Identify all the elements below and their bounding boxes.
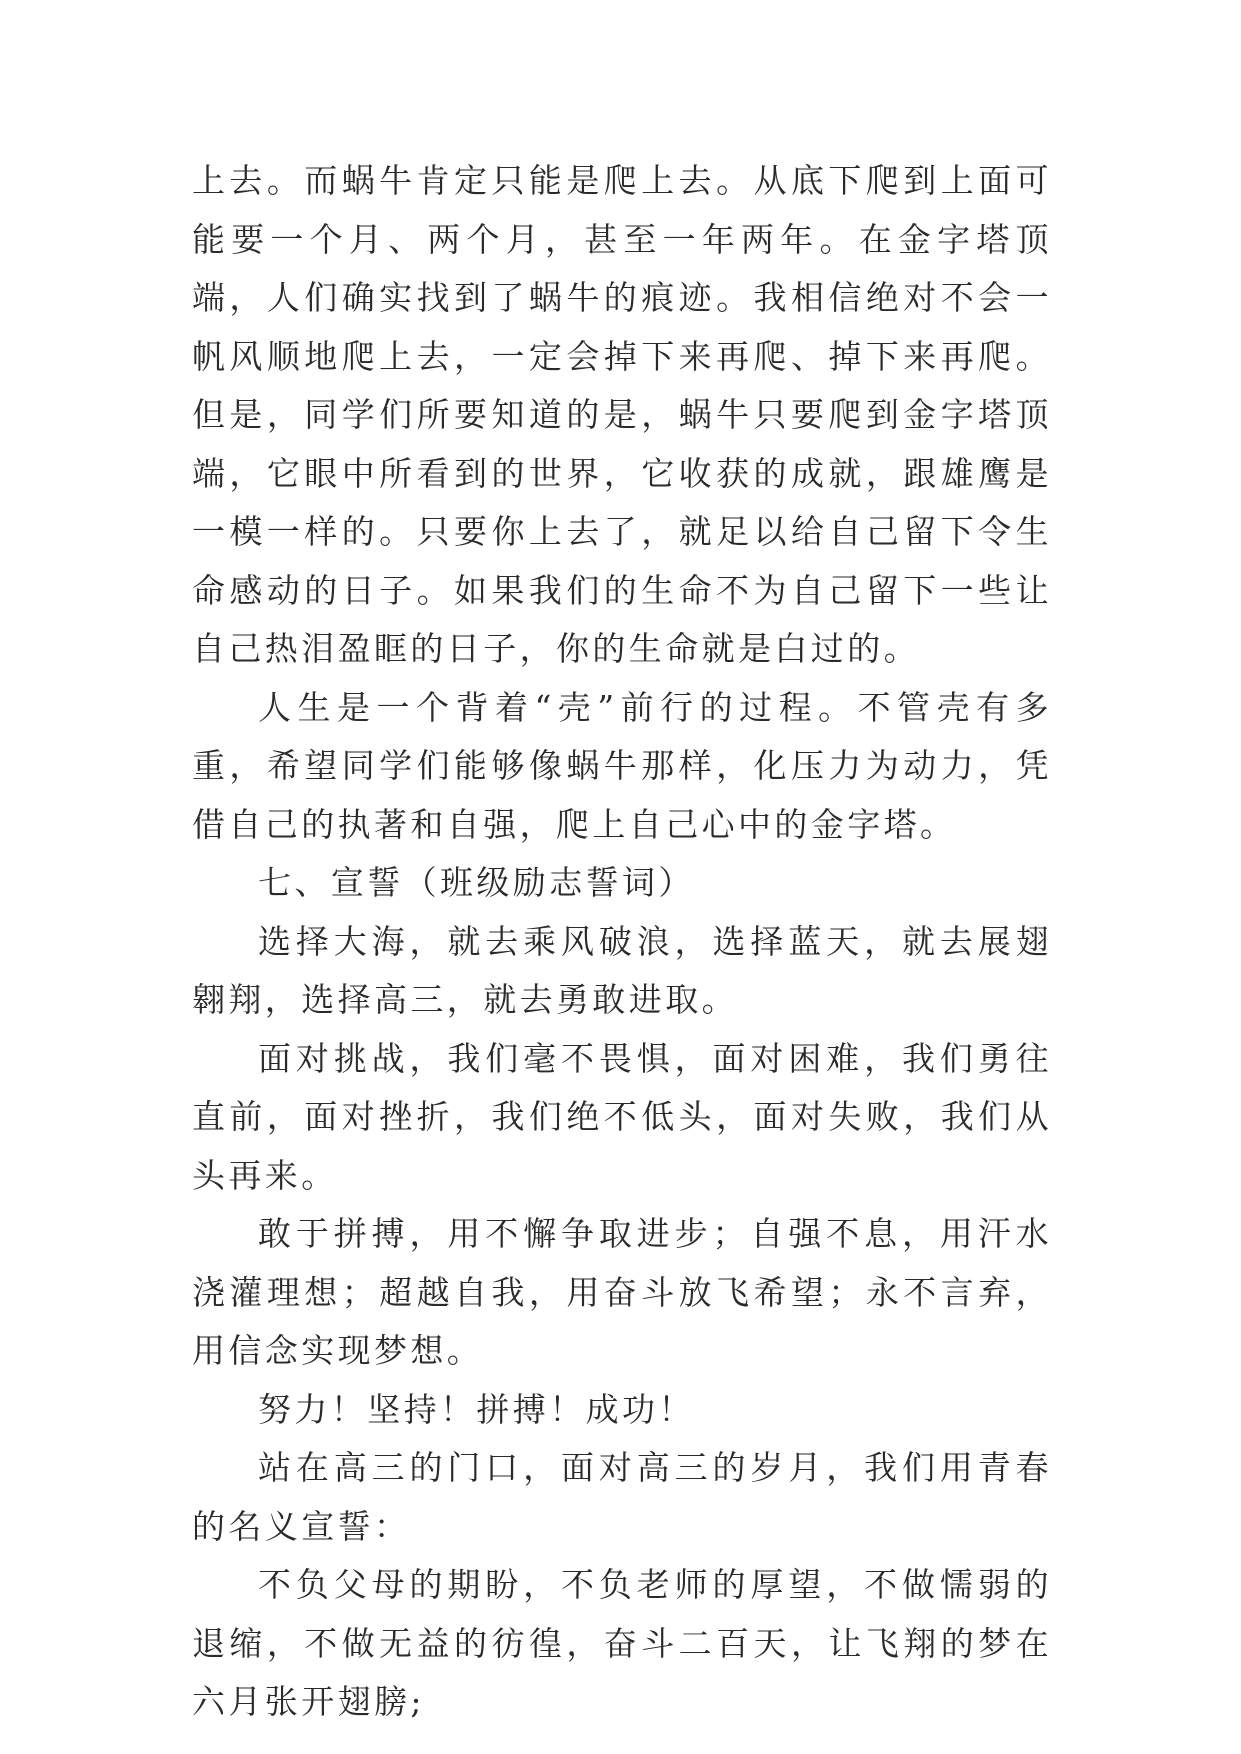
paragraph-oath-face: 面对挑战，我们毫不畏惧，面对困难，我们勇往直前，面对挫折，我们绝不低头，面对失败，我们从头再来。 (192, 1038, 1052, 1195)
paragraph-oath-pledge: 不负父母的期盼，不负老师的厚望，不做懦弱的退缩，不做无益的彷徨，奋斗二百天，让飞翔的梦在六月张开翅膀; (192, 1565, 1052, 1721)
paragraph-oath-intro: 站在高三的门口，面对高三的岁月，我们用青春的名义宣誓： (192, 1448, 1052, 1546)
paragraph-snail-climb: 上去。而蜗牛肯定只能是爬上去。从底下爬到上面可能要一个月、两个月，甚至一年两年。在金字塔顶端，人们确实找到了蜗牛的痕迹。我相信绝对不会一帆风顺地爬上去，一定会掉下来再爬、掉下来再爬。但是，同学们所要知道的是，蜗牛只要爬到金字塔顶端，它眼中所看到的世界，它收获的成就，跟雄鹰是一模一样的。只要你上去了，就足以给自己留下令生命感动的日子。如果我们的生命不为自己留下一些让自己热泪盈眶的日子，你的生命就是白过的。 (192, 161, 1052, 668)
paragraph-life-shell: 人生是一个背着“壳”前行的过程。不管壳有多重，希望同学们能够像蜗牛那样，化压力为动力，凭借自己的执著和自强，爬上自己心中的金字塔。 (192, 687, 1052, 844)
paragraph-oath-dare: 敢于拼搏，用不懈争取进步；自强不息，用汗水浇灌理想；超越自我，用奋斗放飞希望；永不言弃，用信念实现梦想。 (192, 1214, 1052, 1370)
document-body (192, 152, 1052, 1732)
section-heading-oath: 七、宣誓（班级励志誓词） (258, 863, 695, 902)
paragraph-oath-slogan: 努力！坚持！拼搏！成功！ (258, 1389, 695, 1429)
paragraph-oath-choice: 选择大海，就去乘风破浪，选择蓝天，就去展翅翱翔，选择高三，就去勇敢进取。 (192, 921, 1052, 1019)
